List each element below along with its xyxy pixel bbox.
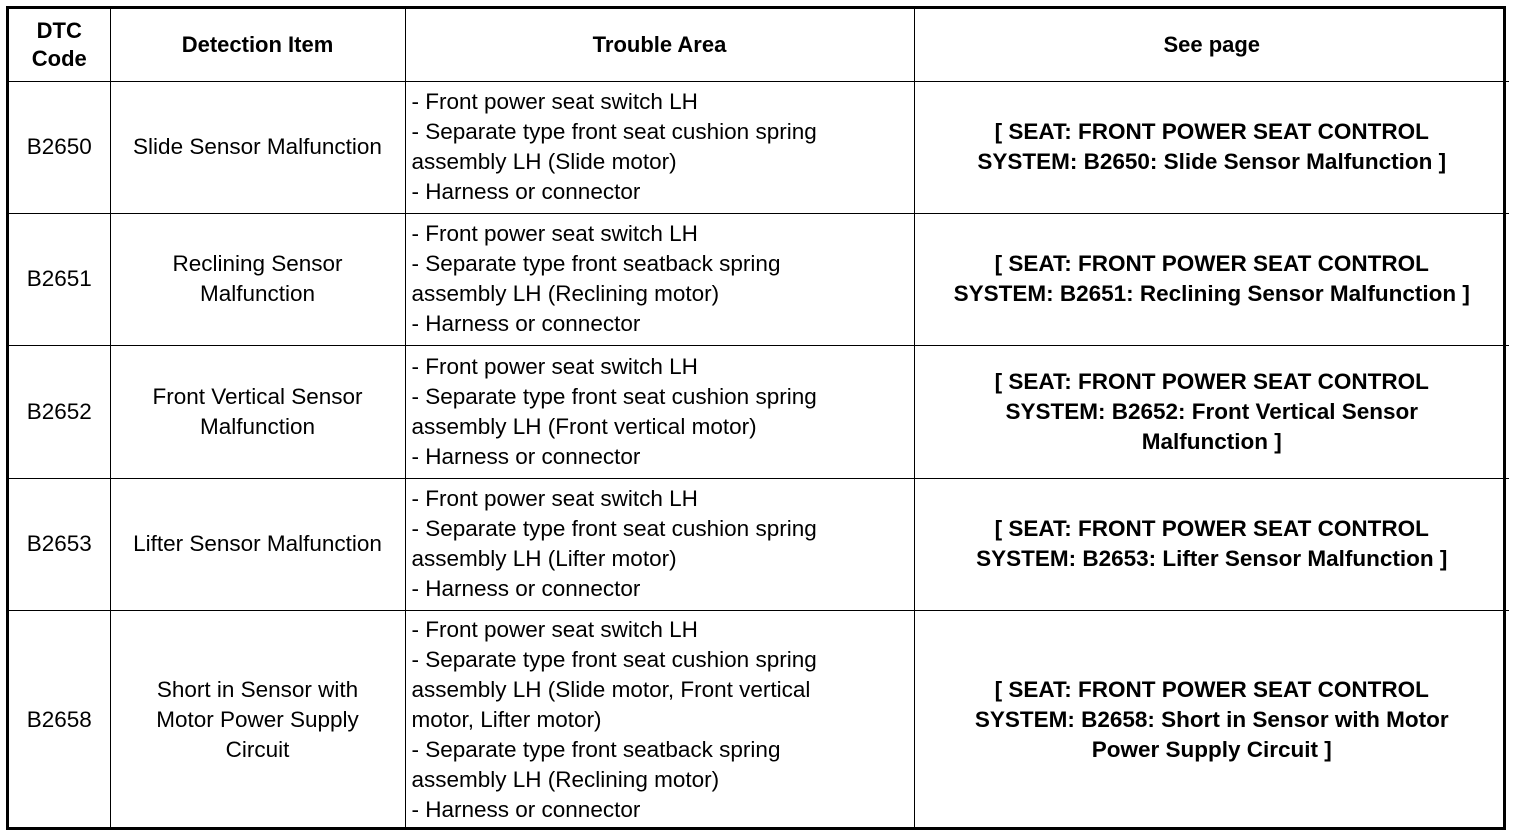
trouble-area-line: - Front power seat switch LH (411, 89, 698, 114)
trouble-area-line: - Separate type front seat cushion spring (411, 383, 817, 409)
detection-item-line: Front Vertical Sensor (152, 383, 363, 409)
see-page-link[interactable] (914, 478, 1509, 610)
see-page-link[interactable] (914, 81, 1509, 213)
detection-item-cell (110, 213, 405, 345)
dtc-code-cell: B2651 (9, 213, 110, 345)
trouble-area-cell (405, 610, 914, 830)
detection-item-line: Malfunction (199, 413, 316, 439)
see-page-line: [ SEAT: FRONT POWER SEAT CONTROL (994, 119, 1429, 144)
detection-item-cell (110, 610, 405, 830)
trouble-area-line: assembly LH (Front vertical motor) (411, 413, 757, 439)
see-page-line: [ SEAT: FRONT POWER SEAT CONTROL (994, 677, 1429, 703)
dtc-code-cell: B2658 (9, 610, 110, 830)
see-page-line: [ SEAT: FRONT POWER SEAT CONTROL (994, 516, 1429, 541)
see-page-line: SYSTEM: B2650: Slide Sensor Malfunction ] (977, 149, 1447, 174)
detection-item-line: Slide Sensor Malfunction (133, 134, 382, 159)
trouble-area-line: - Harness or connector (411, 797, 641, 823)
header-see-page: See page (914, 9, 1509, 81)
trouble-area-line: - Separate type front seatback spring (411, 737, 781, 763)
see-page-line: [ SEAT: FRONT POWER SEAT CONTROL (994, 251, 1429, 276)
trouble-area-line: - Separate type front seat cushion spring (411, 647, 817, 673)
trouble-area-cell (405, 213, 914, 345)
trouble-area-line: assembly LH (Slide motor, Front vertical (411, 677, 811, 703)
dtc-code-cell: B2653 (9, 478, 110, 610)
see-page-link[interactable] (914, 213, 1509, 345)
table-row (9, 478, 1509, 610)
see-page-line: SYSTEM: B2653: Lifter Sensor Malfunction ] (976, 546, 1448, 571)
table-header-row (9, 9, 1509, 81)
trouble-area-line: - Front power seat switch LH (411, 617, 698, 643)
trouble-area-line: assembly LH (Reclining motor) (411, 281, 720, 306)
trouble-area-line: - Front power seat switch LH (411, 486, 698, 511)
detection-item-cell (110, 345, 405, 478)
trouble-area-cell (405, 81, 914, 213)
table-row (9, 81, 1509, 213)
detection-item-line: Malfunction (199, 281, 316, 306)
see-page-link[interactable] (914, 345, 1509, 478)
trouble-area-line: - Harness or connector (411, 443, 641, 469)
table-row (9, 213, 1509, 345)
detection-item-line: Short in Sensor with (156, 677, 359, 703)
trouble-area-line: - Harness or connector (411, 311, 641, 336)
header-dtc-code (9, 9, 110, 81)
header-trouble-area: Trouble Area (405, 9, 914, 81)
header-dtc-code-line1: DTC (36, 17, 82, 43)
trouble-area-line: assembly LH (Lifter motor) (411, 546, 677, 571)
see-page-line: SYSTEM: B2658: Short in Sensor with Motor (974, 707, 1449, 733)
header-dtc-code-line2: Code (31, 45, 87, 71)
detection-item-line: Lifter Sensor Malfunction (133, 531, 382, 556)
trouble-area-cell (405, 478, 914, 610)
see-page-line: SYSTEM: B2651: Reclining Sensor Malfunction ] (953, 281, 1470, 306)
trouble-area-line: - Separate type front seatback spring (411, 251, 781, 276)
header-detection-item: Detection Item (110, 9, 405, 81)
detection-item-line: Reclining Sensor (172, 251, 343, 276)
see-page-line: Malfunction ] (1141, 428, 1282, 454)
trouble-area-line: - Front power seat switch LH (411, 221, 698, 246)
dtc-code-cell: B2652 (9, 345, 110, 478)
see-page-line: SYSTEM: B2652: Front Vertical Sensor (1005, 398, 1419, 424)
trouble-area-cell (405, 345, 914, 478)
trouble-area-line: - Harness or connector (411, 179, 641, 204)
see-page-link[interactable] (914, 610, 1509, 830)
see-page-line: [ SEAT: FRONT POWER SEAT CONTROL (994, 368, 1429, 394)
trouble-area-line: - Separate type front seat cushion spring (411, 119, 817, 144)
dtc-code-cell: B2650 (9, 81, 110, 213)
see-page-line: Power Supply Circuit ] (1091, 737, 1332, 763)
trouble-area-line: - Harness or connector (411, 576, 641, 601)
trouble-area-line: assembly LH (Slide motor) (411, 149, 677, 174)
detection-item-line: Circuit (225, 737, 290, 763)
detection-item-cell (110, 478, 405, 610)
detection-item-line: Motor Power Supply (156, 707, 359, 733)
trouble-area-line: assembly LH (Reclining motor) (411, 767, 720, 793)
trouble-area-line: - Separate type front seat cushion spring (411, 516, 817, 541)
trouble-area-line: - Front power seat switch LH (411, 353, 698, 379)
dtc-table (9, 9, 1509, 830)
detection-item-cell (110, 81, 405, 213)
table-row (9, 610, 1509, 830)
trouble-area-line: motor, Lifter motor) (411, 707, 602, 733)
table-row (9, 345, 1509, 478)
dtc-table-frame (6, 6, 1506, 830)
